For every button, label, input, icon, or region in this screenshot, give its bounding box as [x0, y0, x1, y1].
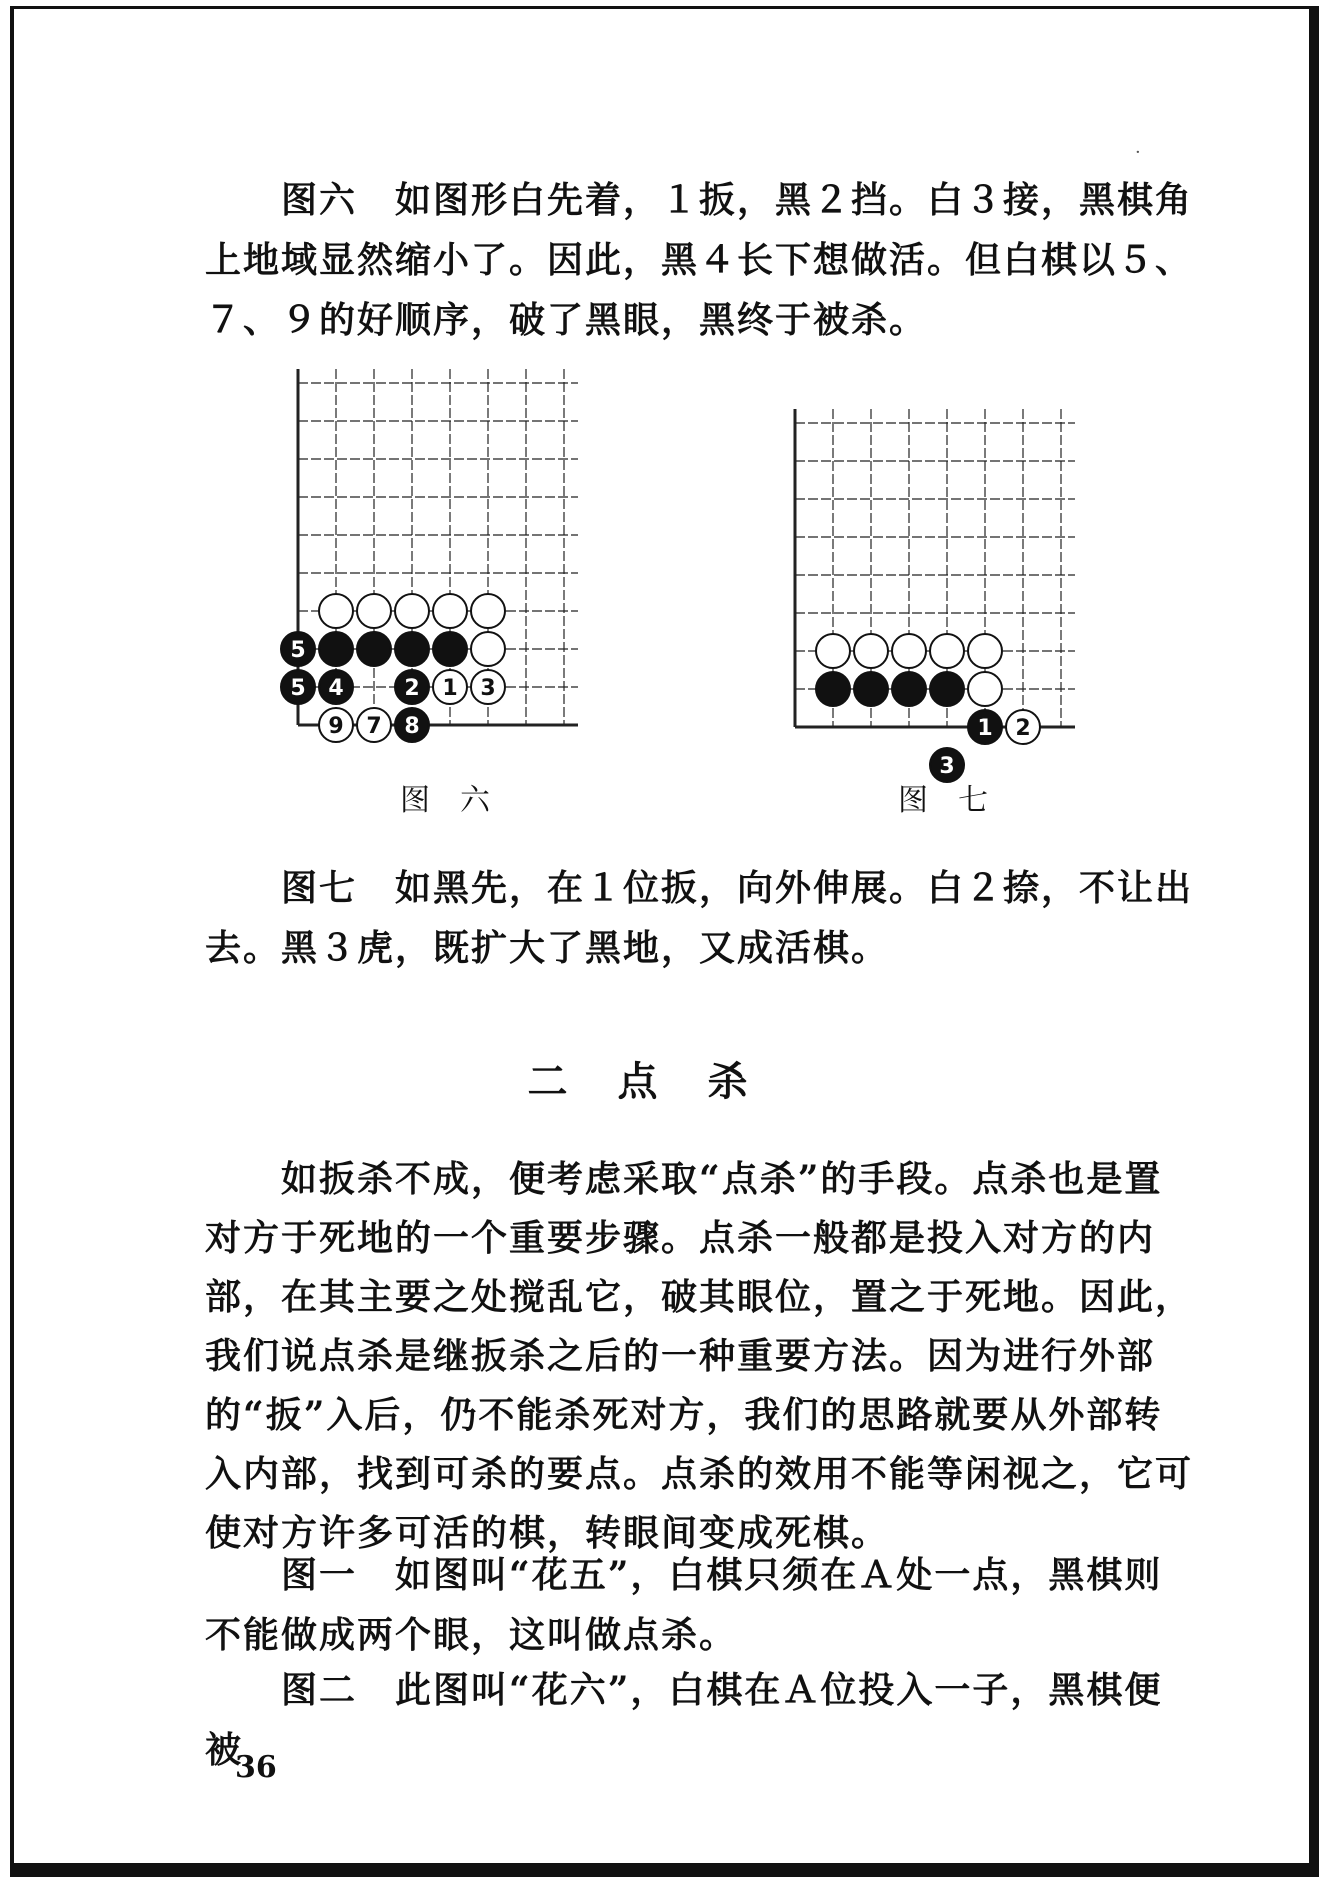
paragraph-lead: 如扳杀不成，便考虑采取“点杀”的手段。点杀也是置对 [205, 1158, 1163, 1259]
stone-move-number: 2 [1015, 716, 1031, 741]
scan-speck: · [1135, 142, 1141, 163]
white-stone [395, 594, 429, 628]
paragraph-fig7-description [205, 858, 1195, 978]
paragraph-rest: 上地域显然缩小了。因此，黑４长下想做活。但白棋以５、７、９的好顺序，破了黑眼，黑终于被杀。 [205, 239, 1194, 341]
black-stone [357, 632, 391, 666]
paragraph-fig1-description [205, 1545, 1195, 1665]
paragraph-lead: 图二 此图叫“花六”，白棋在Ａ位投入一子，黑棋便被 [205, 1669, 1163, 1771]
black-stone [816, 672, 850, 706]
stone-move-number: 7 [366, 714, 382, 739]
stone-move-number: 9 [328, 714, 344, 739]
black-stone [892, 672, 926, 706]
white-stone [357, 594, 391, 628]
white-stone [854, 634, 888, 668]
section-heading: 二点杀 [527, 1058, 798, 1105]
white-stone [816, 634, 850, 668]
stone-move-number: 5 [290, 638, 306, 663]
white-stone [968, 672, 1002, 706]
stone-move-number: 1 [977, 716, 993, 741]
figure-caption-fig7: 图七 [898, 783, 1018, 818]
go-diagram-fig7 [780, 405, 1160, 779]
black-stone [433, 632, 467, 666]
paragraph-point-kill-intro [205, 1150, 1195, 1563]
stone-move-number: 3 [480, 676, 496, 701]
paragraph-fig2-description [205, 1660, 1195, 1780]
stone-move-number: 2 [404, 676, 420, 701]
stone-move-number: 8 [404, 714, 420, 739]
paragraph-rest: 能做成两个眼，这叫做点杀。 [243, 1614, 738, 1656]
black-stone [854, 672, 888, 706]
black-stone [930, 672, 964, 706]
white-stone [471, 594, 505, 628]
paragraph-lead: 图六 如图形白先着，１扳，黑２挡。白３接，黑棋角 [281, 179, 1194, 221]
white-stone [968, 634, 1002, 668]
paragraph-lead: 图一 如图叫“花五”，白棋只须在Ａ处一点，黑棋则不 [205, 1554, 1163, 1656]
stone-move-number: 5 [290, 676, 306, 701]
black-stone [319, 632, 353, 666]
go-diagram-fig6 [270, 365, 650, 745]
paragraph-lead: 图七 如黑先，在１位扳，向外伸展。白２捺，不让出 [281, 867, 1194, 909]
paragraph-rest: 方于死地的一个重要步骤。点杀一般都是投入对方的内部，在其主要之处搅乱它，破其眼位，置之于死地。因此，我们说点杀是继扳杀之后的一种重要方法。因为进行外部的“扳”入后，仍不能杀死对方，我们的思路就要从外部转入内部，找到可杀的要点。点杀的效用不能等闲视之，它可使对方许多可活的棋，转眼间变成死棋。 [205, 1217, 1194, 1554]
figure-caption-fig6: 图六 [400, 783, 520, 818]
white-stone [319, 594, 353, 628]
white-stone [433, 594, 467, 628]
stone-move-number: 3 [939, 754, 955, 779]
white-stone [892, 634, 926, 668]
page-number: 36 [235, 1750, 277, 1785]
white-stone [930, 634, 964, 668]
black-stone [395, 632, 429, 666]
stone-move-number: 4 [328, 676, 344, 701]
white-stone [471, 632, 505, 666]
paragraph-fig6-description [205, 170, 1195, 350]
paragraph-rest: 去。黑３虎，既扩大了黑地，又成活棋。 [205, 927, 890, 969]
stone-move-number: 1 [442, 676, 458, 701]
